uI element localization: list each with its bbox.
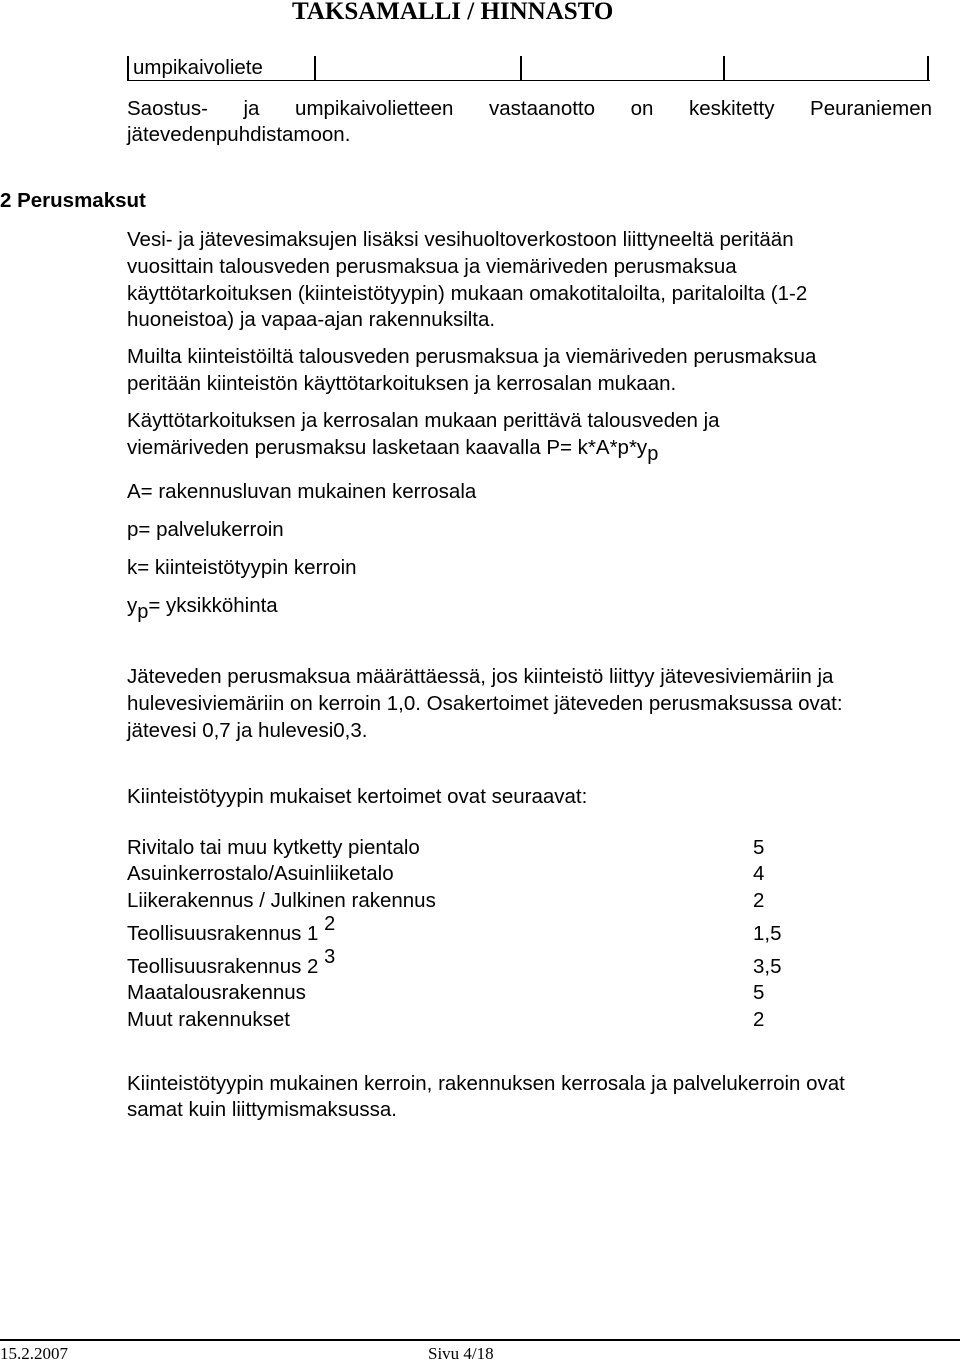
p2-line-1: Muilta kiinteistöiltä talousveden perusmaksua ja viemäriveden perusmaksua <box>127 345 817 368</box>
def-y <box>127 593 278 623</box>
p1-line-3: käyttötarkoituksen (kiinteistötyypin) mukaan omakotitaloilta, paritaloilta (1-2 <box>127 282 808 305</box>
coefficient-value: 3,5 <box>753 955 782 978</box>
coefficient-label <box>127 946 336 980</box>
coefficient-label <box>127 913 336 947</box>
rate-table-row <box>127 56 930 81</box>
coefficient-label: Maatalousrakennus <box>127 981 306 1004</box>
intro-line-2: jätevedenpuhdistamoon. <box>127 123 351 146</box>
p2-line-2: peritään kiinteistön käyttötarkoituksen ja kerrosalan mukaan. <box>127 372 677 395</box>
footer-date: 15.2.2007 <box>0 1344 68 1363</box>
closing-line-1: Kiinteistötyypin mukainen kerroin, rakennuksen kerrosala ja palvelukerroin ovat <box>127 1072 845 1095</box>
p4-line-1: Jäteveden perusmaksua määrättäessä, jos kiinteistö liittyy jätevesiviemäriin ja <box>127 665 834 688</box>
def-y-text: = yksikköhinta <box>148 594 278 617</box>
coefficient-value: 2 <box>753 889 765 912</box>
coefficient-value: 4 <box>753 862 765 885</box>
page-number: Sivu 4/18 <box>428 1344 494 1363</box>
coefficient-value: 2 <box>753 1008 765 1031</box>
table-cell-border <box>723 56 725 81</box>
coefficient-label: Liikerakennus / Julkinen rakennus <box>127 889 436 912</box>
section-heading: 2 Perusmaksut <box>0 189 146 212</box>
coefficient-value: 5 <box>753 981 765 1004</box>
formula-text: viemäriveden perusmaksu lasketaan kaavalla P= k*A*p*y <box>127 436 648 459</box>
page-title: TAKSAMALLI / HINNASTO <box>292 0 614 25</box>
p1-line-1: Vesi- ja jätevesimaksujen lisäksi vesihuoltoverkostoon liittyneeltä peritään <box>127 228 794 251</box>
coefficients-heading: Kiinteistötyypin mukaiset kertoimet ovat seuraavat: <box>127 785 588 808</box>
footer-divider <box>0 1339 960 1341</box>
def-a: A= rakennusluvan mukainen kerrosala <box>127 480 477 503</box>
coefficient-value: 5 <box>753 836 765 859</box>
p1-line-2: vuosittain talousveden perusmaksua ja viemäriveden perusmaksua <box>127 255 737 278</box>
footnote-ref: 3 <box>324 946 336 968</box>
closing-line-2: samat kuin liittymismaksussa. <box>127 1098 397 1121</box>
table-cell-border <box>927 56 929 81</box>
coefficient-label: Rivitalo tai muu kytketty pientalo <box>127 836 420 859</box>
coefficient-value: 1,5 <box>753 922 782 945</box>
table-cell-label: umpikaivoliete <box>133 56 263 79</box>
def-y-subscript: p <box>137 601 149 623</box>
table-cell-border <box>314 56 316 81</box>
def-k: k= kiinteistötyypin kerroin <box>127 556 357 579</box>
table-cell-border <box>127 56 129 81</box>
coefficient-label-text: Teollisuusrakennus 1 <box>127 922 325 945</box>
def-p: p= palvelukerroin <box>127 518 284 541</box>
intro-line-1: Saostus- ja umpikaivolietteen vastaanotto on keskitetty Peuraniemen <box>127 97 932 120</box>
formula-line <box>127 435 659 465</box>
coefficient-label-text: Teollisuusrakennus 2 <box>127 955 325 978</box>
p4-line-2: hulevesiviemäriin on kerroin 1,0. Osakertoimet jäteveden perusmaksussa ovat: <box>127 692 843 715</box>
footnote-ref: 2 <box>324 913 336 935</box>
p1-line-4: huoneistoa) ja vapaa-ajan rakennuksilta. <box>127 308 496 331</box>
formula-subscript: p <box>647 443 659 465</box>
p3-line-1: Käyttötarkoituksen ja kerrosalan mukaan perittävä talousveden ja <box>127 409 720 432</box>
coefficient-label: Muut rakennukset <box>127 1008 290 1031</box>
table-cell-border <box>520 56 522 81</box>
coefficient-label: Asuinkerrostalo/Asuinliiketalo <box>127 862 394 885</box>
def-y-symbol: y <box>127 594 138 617</box>
p4-line-3: jätevesi 0,7 ja hulevesi0,3. <box>127 719 368 742</box>
